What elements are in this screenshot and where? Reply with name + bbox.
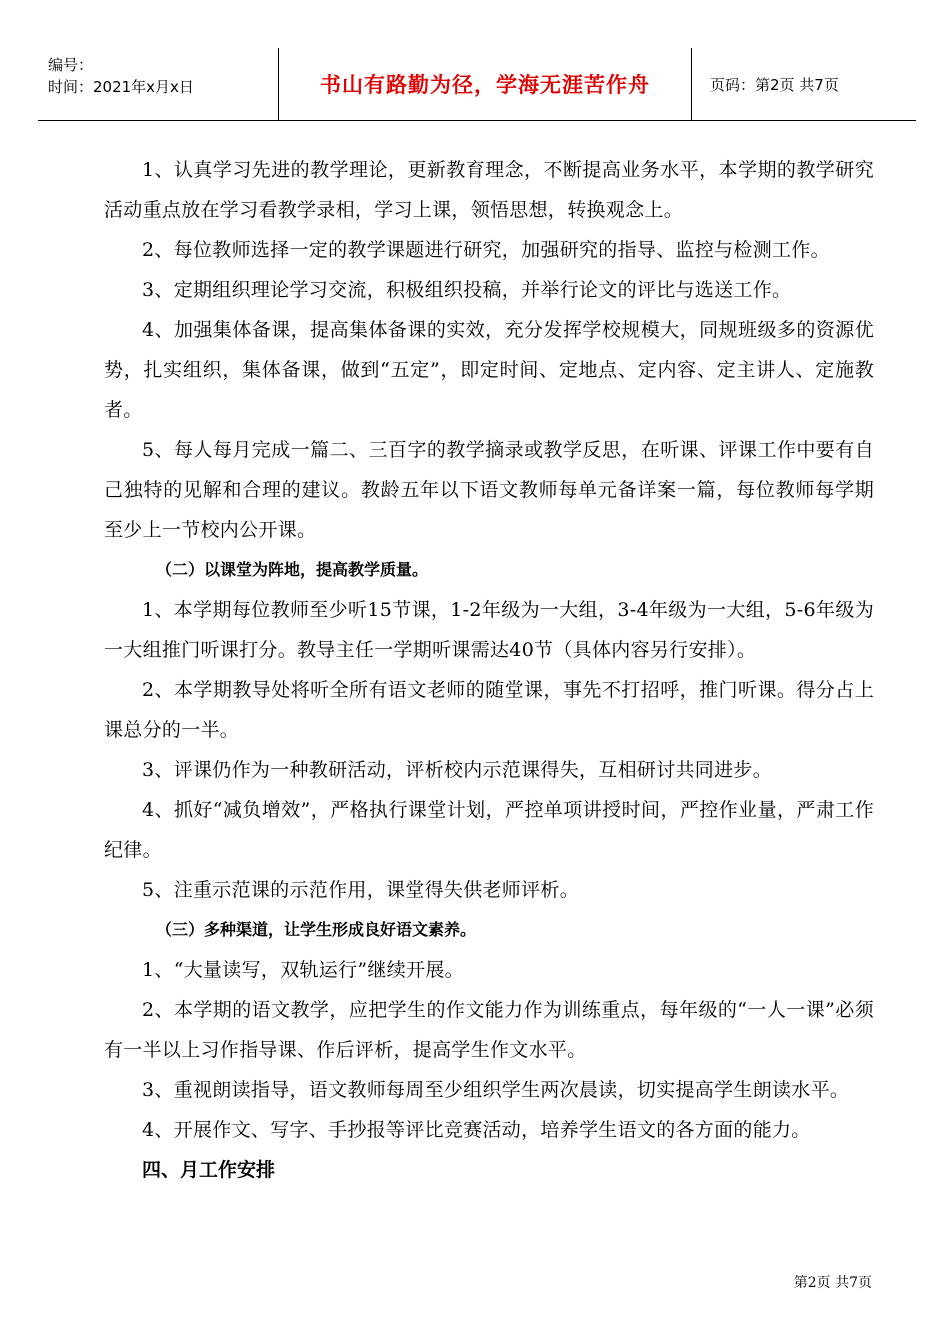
- chapter-heading: 四、月工作安排: [142, 1159, 276, 1181]
- paragraph: 3、定期组织理论学习交流，积极组织投稿，并举行论文的评比与选送工作。: [142, 279, 792, 301]
- paragraph: 1、本学期每位教师至少听15节课，1-2年级为一大组，3-4年级为一大组，5-6年级为一大组推门听课打分。教导主任一学期听课需达40节（具体内容另行安排）。: [104, 599, 874, 661]
- paragraph: 5、注重示范课的示范作用，课堂得失供老师评析。: [142, 879, 579, 901]
- page-header: [38, 48, 916, 121]
- page-footer: 第2页 共7页: [793, 1275, 872, 1291]
- paragraph: 2、本学期教导处将听全所有语文老师的随堂课，事先不打招呼，推门听课。得分占上课总分的一半。: [104, 679, 874, 741]
- document-time-label: 时间：2021年x月x日: [48, 78, 194, 96]
- paragraph: 1、“大量读写，双轨运行”继续开展。: [142, 959, 464, 981]
- paragraph: 5、每人每月完成一篇二、三百字的教学摘录或教学反思，在听课、评课工作中要有自己独特的见解和合理的建议。教龄五年以下语文教师每单元备详案一篇，每位教师每学期至少上一节校内公开课。: [104, 439, 874, 541]
- paragraph: 3、评课仍作为一种教研活动，评析校内示范课得失，互相研讨共同进步。: [142, 759, 772, 781]
- section-heading: （三）多种渠道，让学生形成良好语文素养。: [156, 920, 477, 939]
- header-page-info: 页码：第2页 共7页: [710, 75, 839, 94]
- paragraph: 4、抓好“减负增效”，严格执行课堂计划，严控单项讲授时间，严控作业量，严肃工作纪律。: [104, 799, 874, 861]
- header-motto: 书山有路勤为径，学海无涯苦作舟: [278, 48, 692, 120]
- paragraph: 4、加强集体备课，提高集体备课的实效，充分发挥学校规模大，同规班级多的资源优势，扎实组织，集体备课，做到“五定”，即定时间、定地点、定内容、定主讲人、定施教者。: [104, 319, 874, 421]
- header-meta: [38, 48, 278, 120]
- paragraph: 1、认真学习先进的教学理论，更新教育理念，不断提高业务水平，本学期的教学研究活动重点放在学习看教学录相，学习上课，领悟思想，转换观念上。: [104, 159, 874, 221]
- document-body: [104, 150, 874, 1190]
- paragraph: 2、每位教师选择一定的教学课题进行研究，加强研究的指导、监控与检测工作。: [142, 239, 830, 261]
- paragraph: 4、开展作文、写字、手抄报等评比竞赛活动，培养学生语文的各方面的能力。: [142, 1119, 811, 1141]
- section-heading: （二）以课堂为阵地，提高教学质量。: [156, 560, 429, 579]
- document-number-label: 编号：: [48, 56, 94, 74]
- paragraph: 2、本学期的语文教学，应把学生的作文能力作为训练重点，每年级的“一人一课”必须有一半以上习作指导课、作后评析，提高学生作文水平。: [104, 999, 874, 1061]
- paragraph: 3、重视朗读指导，语文教师每周至少组织学生两次晨读，切实提高学生朗读水平。: [142, 1079, 850, 1101]
